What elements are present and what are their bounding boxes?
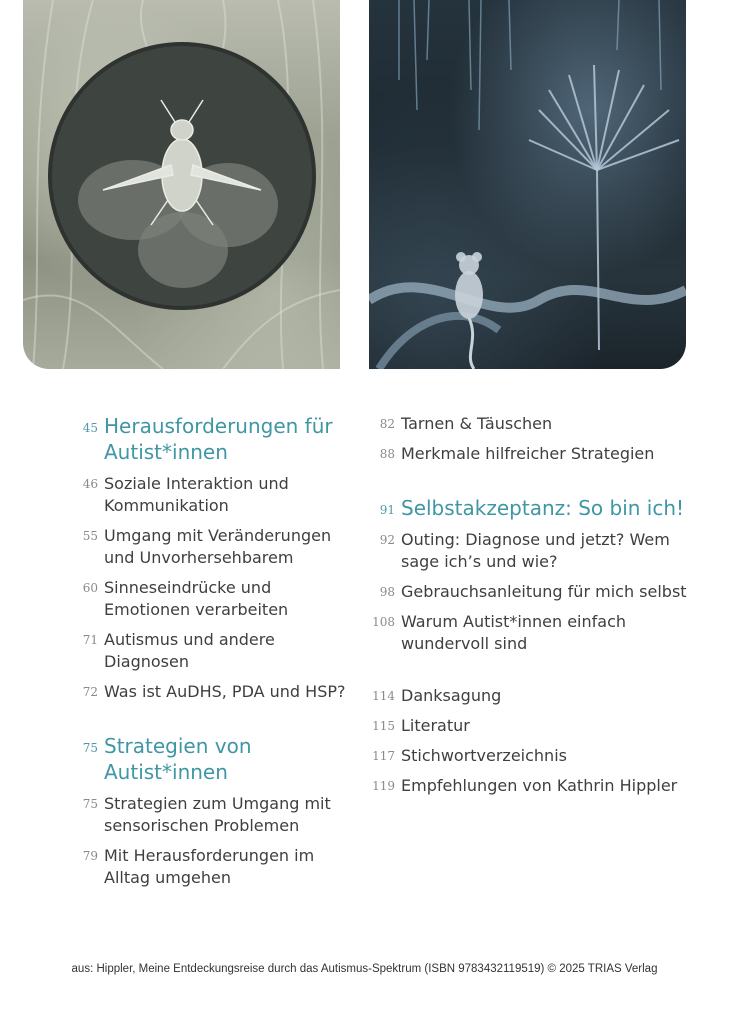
toc-section-entry[interactable] (70, 733, 360, 785)
beetle-orchid-illustration (23, 0, 340, 369)
toc-entry[interactable] (368, 685, 688, 707)
toc-entry[interactable] (70, 577, 360, 621)
spacer (368, 663, 688, 685)
toc-entry[interactable] (368, 715, 688, 737)
entry-title: Literatur (401, 716, 470, 735)
entry-title: Danksagung (401, 686, 502, 705)
toc-left-column (70, 413, 360, 897)
entry-title: Soziale Interaktion und Kommunikation (104, 474, 289, 515)
toc-right-column (368, 413, 688, 805)
section-title: Selbstakzeptanz: So bin ich! (401, 496, 685, 520)
entry-title: Autismus und andere Diagnosen (104, 630, 275, 671)
toc-section-entry[interactable] (70, 413, 360, 465)
entry-title: Stichwortverzeichnis (401, 746, 567, 765)
beetle-orchid-drawing (23, 0, 340, 369)
page-number: 60 (82, 581, 98, 595)
entry-title: Merkmale hilfreicher Strategien (401, 444, 655, 463)
page-number: 79 (82, 849, 98, 863)
toc-section-entry[interactable] (368, 495, 688, 521)
page-number: 75 (82, 741, 98, 755)
page-number: 108 (372, 615, 395, 629)
entry-title: Outing: Diagnose und jetzt? Wem sage ich’s und wie? (401, 530, 670, 571)
section-title: Strategien von Autist*innen (104, 734, 252, 784)
page-number: 91 (379, 503, 395, 517)
entry-title: Warum Autist*innen einfach wundervoll sind (401, 612, 627, 653)
page-number: 117 (372, 749, 395, 763)
toc-entry[interactable] (368, 529, 688, 573)
toc-entry[interactable] (368, 745, 688, 767)
entry-title: Was ist AuDHS, PDA und HSP? (104, 682, 346, 701)
entry-title: Umgang mit Veränderungen und Unvorhersehbarem (104, 526, 332, 567)
entry-title: Tarnen & Täuschen (401, 414, 553, 433)
spacer (368, 473, 688, 495)
page-number: 72 (82, 685, 98, 699)
entry-title: Gebrauchsanleitung für mich selbst (401, 582, 687, 601)
page-number: 98 (379, 585, 395, 599)
toc-entry[interactable] (70, 629, 360, 673)
toc-entry[interactable] (70, 793, 360, 837)
entry-title: Mit Herausforderungen im Alltag umgehen (104, 846, 315, 887)
mouse-jungle-drawing (369, 0, 686, 369)
toc-entry[interactable] (70, 473, 360, 517)
toc-entry[interactable] (70, 845, 360, 889)
section-title: Herausforderungen für Autist*innen (104, 414, 333, 464)
toc-entry[interactable] (368, 443, 688, 465)
toc-entry[interactable] (368, 581, 688, 603)
page-number: 114 (372, 689, 395, 703)
toc-entry[interactable] (368, 413, 688, 435)
toc-entry[interactable] (368, 611, 688, 655)
mouse-jungle-illustration (369, 0, 686, 369)
page-number: 71 (82, 633, 98, 647)
entry-title: Empfehlungen von Kathrin Hippler (401, 776, 678, 795)
page-number: 82 (379, 417, 395, 431)
toc-entry[interactable] (70, 681, 360, 703)
toc-entry[interactable] (368, 775, 688, 797)
entry-title: Strategien zum Umgang mit sensorischen Problemen (104, 794, 331, 835)
page-number: 55 (82, 529, 98, 543)
entry-title: Sinneseindrücke und Emotionen verarbeiten (104, 578, 289, 619)
page-number: 75 (82, 797, 98, 811)
page-number: 46 (82, 477, 98, 491)
page-number: 115 (372, 719, 395, 733)
toc-entry[interactable] (70, 525, 360, 569)
page-number: 92 (379, 533, 395, 547)
page-number: 45 (82, 421, 98, 435)
spacer (70, 711, 360, 733)
page-number: 88 (379, 447, 395, 461)
source-footer: aus: Hippler, Meine Entdeckungsreise durch das Autismus-Spektrum (ISBN 9783432119519) © 2025 TRIAS Verlag (71, 963, 658, 975)
page-number: 119 (372, 779, 395, 793)
